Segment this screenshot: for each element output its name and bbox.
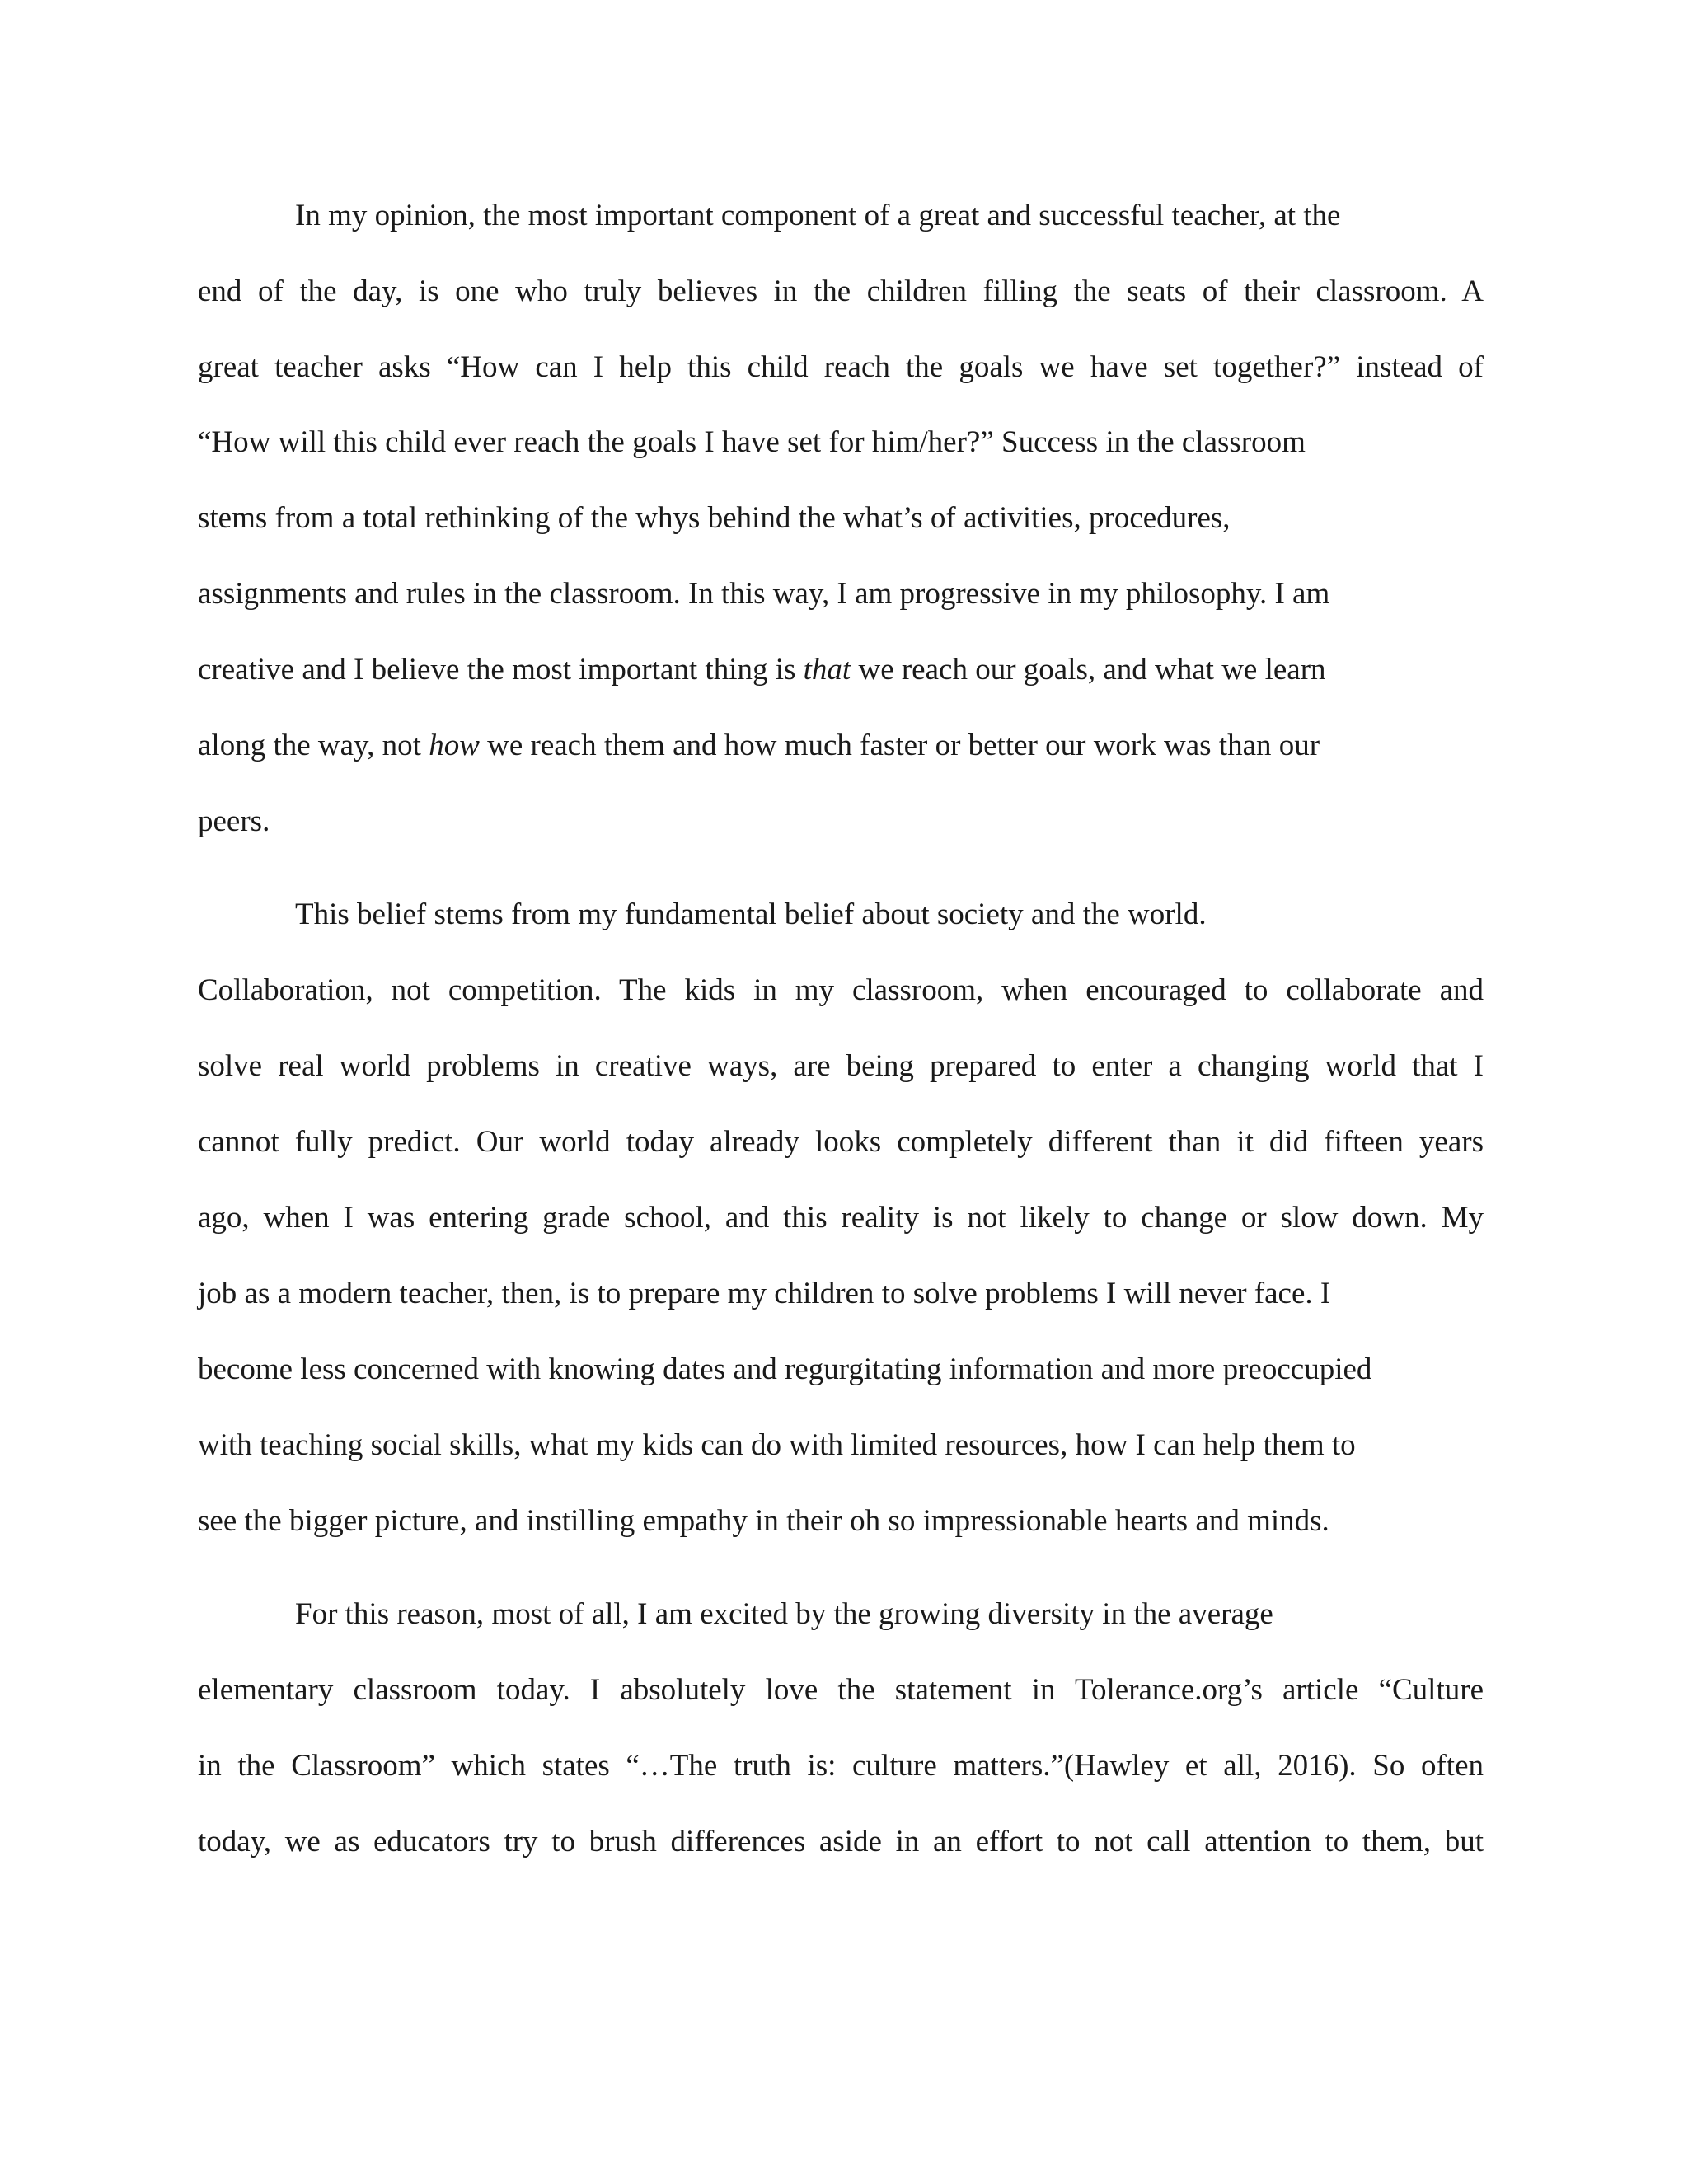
text-line: “How will this child ever reach the goals I have set for him/her?” Success in the classroom <box>198 425 1306 459</box>
text-line: with teaching social skills, what my kids can do with limited resources, how I can help them to <box>198 1428 1356 1462</box>
text-line: in the Classroom” which states “…The truth is: culture matters.”(Hawley et all, 2016). So often <box>198 1749 1484 1783</box>
text-line: ago, when I was entering grade school, and this reality is not likely to change or slow down. My <box>198 1201 1484 1235</box>
text-line: assignments and rules in the classroom. In this way, I am progressive in my philosophy. I am <box>198 577 1330 611</box>
text-line: stems from a total rethinking of the whys behind the what’s of activities, procedures, <box>198 501 1231 535</box>
text-line: cannot fully predict. Our world today already looks completely different than it did fifteen years <box>198 1125 1484 1159</box>
text-line: This belief stems from my fundamental belief about society and the world. <box>295 898 1207 931</box>
emphasis-how: how <box>429 729 480 762</box>
text-line: see the bigger picture, and instilling empathy in their oh so impressionable hearts and minds. <box>198 1504 1329 1538</box>
text-line: end of the day, is one who truly believes in the children filling the seats of their classroom. A <box>198 274 1484 308</box>
text-line: great teacher asks “How can I help this child reach the goals we have set together?” instead of <box>198 350 1484 384</box>
text-line: creative and I believe the most important thing is that we reach our goals, and what we learn <box>198 653 1326 687</box>
text-line: today, we as educators try to brush differences aside in an effort to not call attention to them, but <box>198 1825 1484 1858</box>
text-line: elementary classroom today. I absolutely love the statement in Tolerance.org’s article “Culture <box>198 1673 1484 1707</box>
text-line: job as a modern teacher, then, is to prepare my children to solve problems I will never face. I <box>198 1277 1331 1310</box>
emphasis-that: that <box>803 653 851 687</box>
text-line: In my opinion, the most important component of a great and successful teacher, at the <box>295 199 1341 232</box>
text-line: Collaboration, not competition. The kids in my classroom, when encouraged to collaborate and <box>198 973 1484 1007</box>
text-line: become less concerned with knowing dates and regurgitating information and more preoccupied <box>198 1352 1372 1386</box>
text-line: solve real world problems in creative ways, are being prepared to enter a changing world that I <box>198 1049 1484 1083</box>
text-line: For this reason, most of all, I am excited by the growing diversity in the average <box>295 1597 1273 1631</box>
text-line: along the way, not how we reach them and how much faster or better our work was than our <box>198 729 1320 762</box>
text-line: peers. <box>198 804 270 838</box>
